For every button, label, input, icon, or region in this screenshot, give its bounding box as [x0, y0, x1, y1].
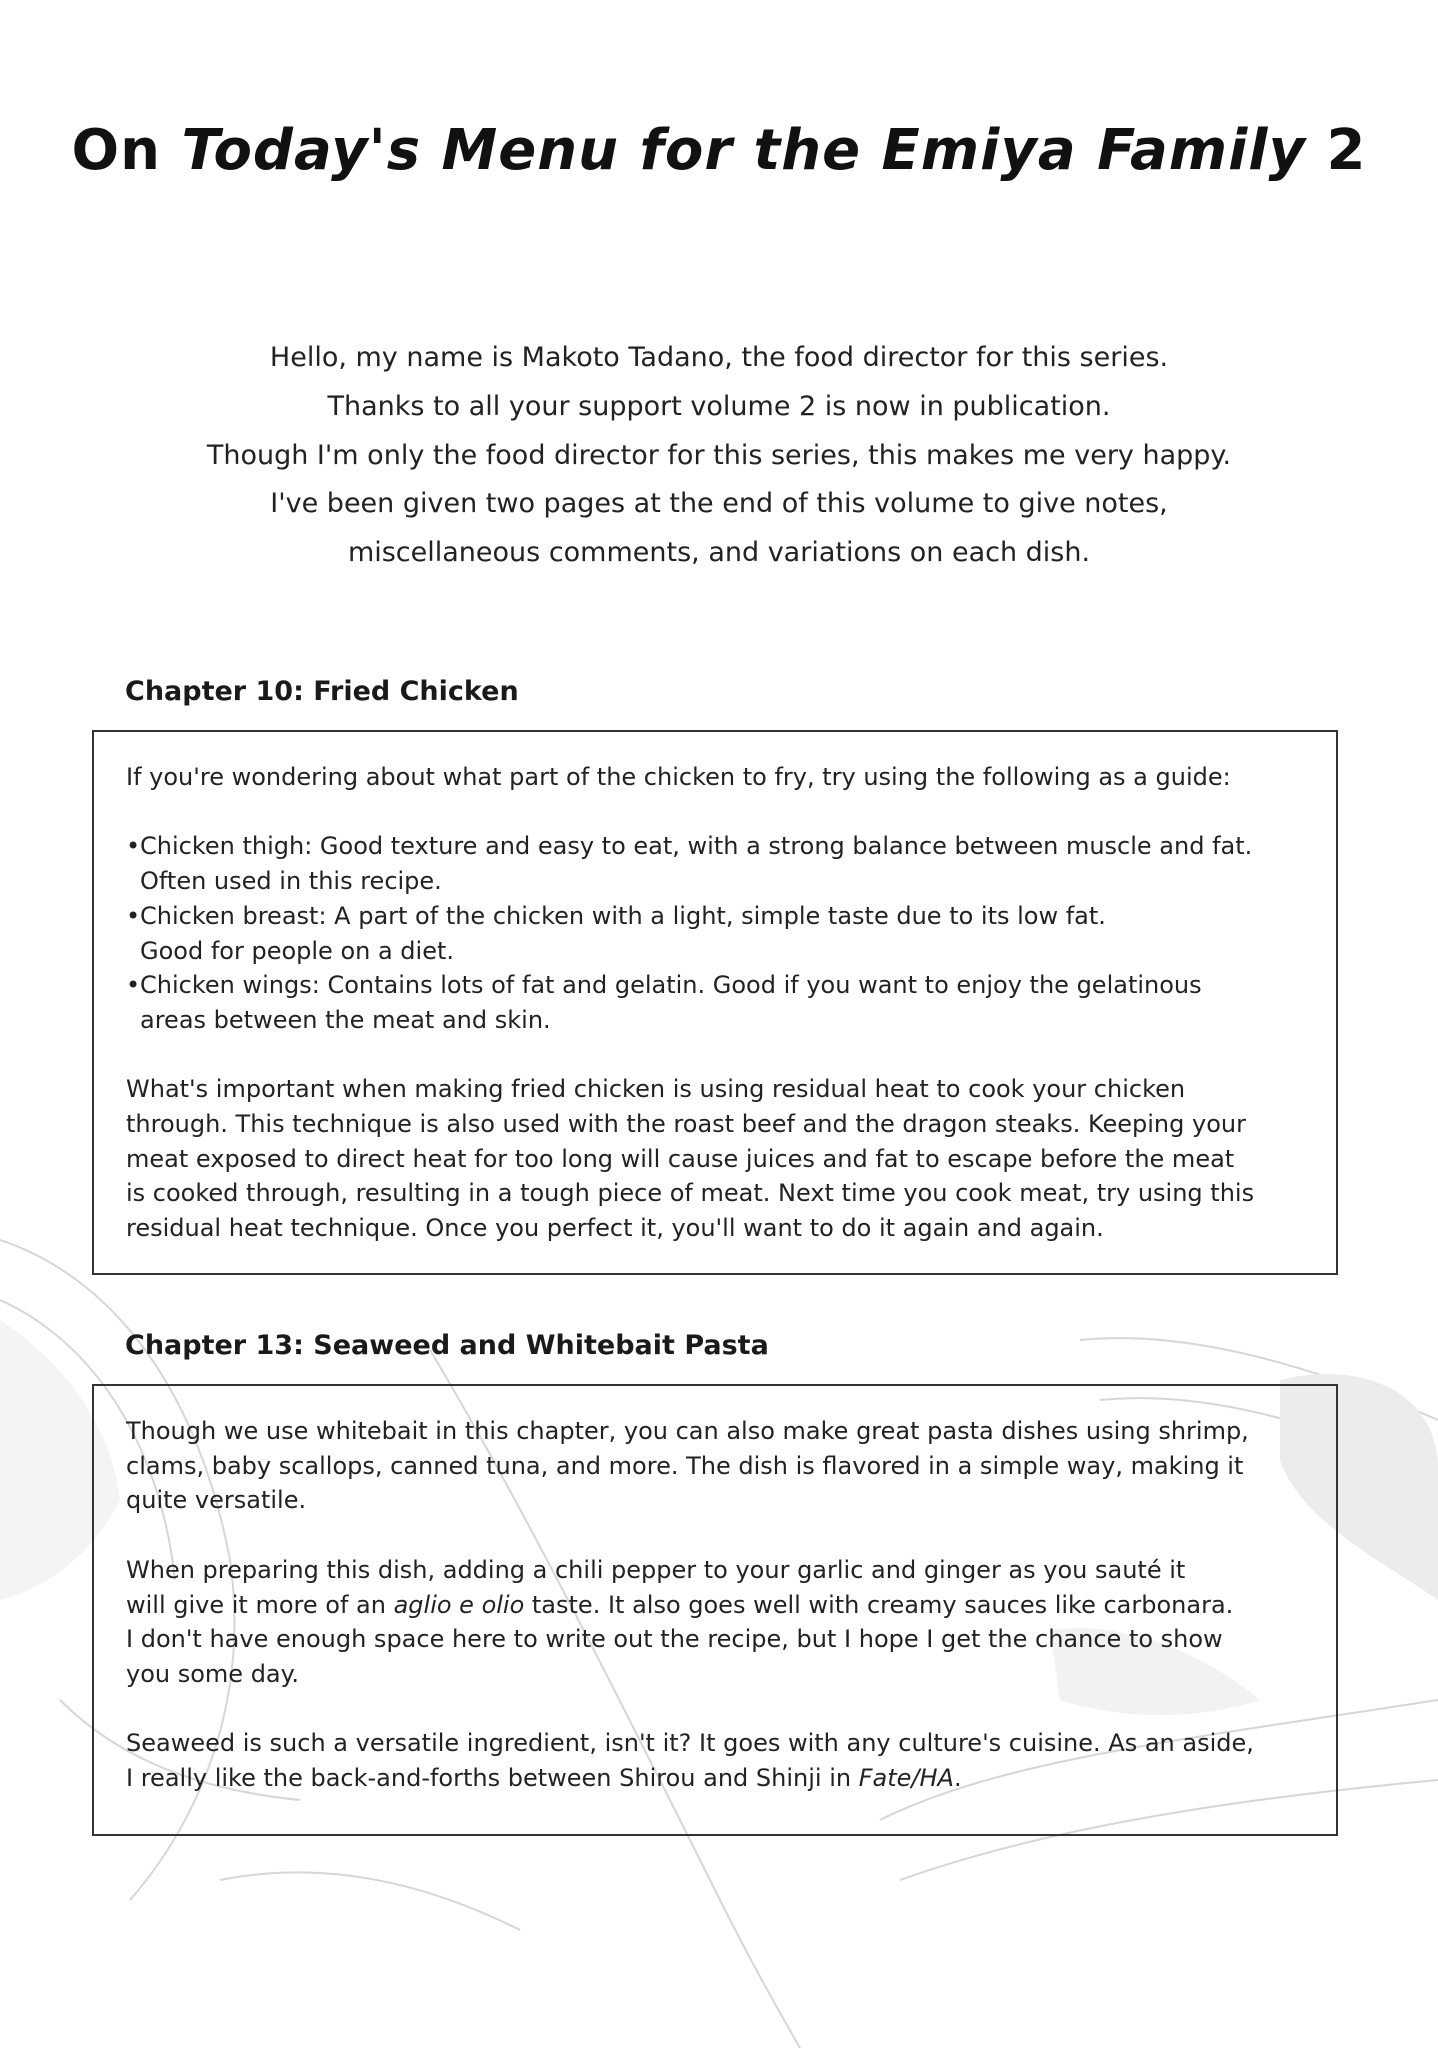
- chapter-13-para1-line: Though we use whitebait in this chapter, you can also make great pasta dishes using shrimp,: [126, 1417, 1249, 1445]
- bullet-item-thigh: • Chicken thigh: Good texture and easy to eat, with a strong balance between muscle and fat.: [126, 829, 1306, 864]
- bullet-dot: •: [126, 901, 141, 930]
- chapter-10-closing-line: through. This technique is also used with the roast beef and the dragon steaks. Keeping your: [126, 1110, 1246, 1138]
- bullet-item-breast-cont: Good for people on a diet.: [140, 936, 455, 965]
- title-prefix: On: [71, 118, 182, 183]
- chapter-13-para2-line: I don't have enough space here to write out the recipe, but I hope I get the chance to show: [126, 1625, 1223, 1654]
- intro-line: miscellaneous comments, and variations on each dish.: [347, 537, 1091, 569]
- page-title: [0, 118, 1438, 183]
- chapter-13-para3-line: Seaweed is such a versatile ingredient, isn't it? It goes with any culture's cuisine. As an aside,: [126, 1729, 1254, 1758]
- chapter-13-para1-line: clams, baby scallops, canned tuna, and more. The dish is flavored in a simple way, making it: [126, 1451, 1244, 1480]
- chapter-10-lead: If you're wondering about what part of the chicken to fry, try using the following as a guide:: [126, 763, 1231, 791]
- chapter-10-notes-box: [92, 730, 1338, 1275]
- title-volume-number: 2: [1306, 118, 1367, 183]
- italic-title: Fate/HA: [858, 1764, 954, 1792]
- intro-line: Hello, my name is Makoto Tadano, the food director for this series.: [269, 342, 1169, 373]
- bullet-item-wings: • Chicken wings: Contains lots of fat and gelatin. Good if you want to enjoy the gelatinous: [126, 968, 1306, 1003]
- chapter-13-heading: Chapter 13: Seaweed and Whitebait Pasta: [125, 1330, 769, 1361]
- intro-line: Though I'm only the food director for this series, this makes me very happy.: [206, 439, 1232, 471]
- bullet-dot: •: [126, 971, 141, 1000]
- intro-line: Thanks to all your support volume 2 is now in publication.: [327, 390, 1111, 422]
- italic-term: aglio e olio: [393, 1590, 525, 1619]
- chapter-13-para2-line: will give it more of an aglio e olio taste. It also goes well with creamy sauces like carbonara.: [126, 1590, 1234, 1619]
- bullet-item-breast: • Chicken breast: A part of the chicken with a light, simple taste due to its low fat.: [126, 899, 1306, 934]
- chapter-10-closing-line: What's important when making fried chicken is using residual heat to cook your chicken: [126, 1075, 1186, 1104]
- chapter-10-heading: Chapter 10: Fried Chicken: [125, 676, 519, 707]
- chapter-13-para2-line: When preparing this dish, adding a chili pepper to your garlic and ginger as you sauté it: [126, 1555, 1186, 1584]
- bullet-item-wings-cont: areas between the meat and skin.: [140, 1005, 551, 1034]
- bullet-item-thigh-cont: Often used in this recipe.: [140, 867, 442, 896]
- bullet-dot: •: [126, 832, 141, 861]
- chapter-10-closing-line: is cooked through, resulting in a tough piece of meat. Next time you cook meat, try using this: [126, 1179, 1255, 1208]
- chapter-10-closing-line: meat exposed to direct heat for too long will cause juices and fat to escape before the meat: [126, 1144, 1235, 1173]
- chapter-13-para1-line: quite versatile.: [126, 1486, 307, 1515]
- chapter-10-closing-line: residual heat technique. Once you perfect it, you'll want to do it again and again.: [126, 1214, 1104, 1243]
- intro-text: [0, 334, 1438, 578]
- chapter-13-para2-line: you some day.: [126, 1659, 300, 1688]
- chapter-13-notes-box: [92, 1384, 1338, 1836]
- chapter-13-para3-line: I really like the back-and-forths between Shirou and Shinji in Fate/HA.: [126, 1764, 962, 1792]
- intro-line: I've been given two pages at the end of this volume to give notes,: [270, 488, 1168, 520]
- title-series-name: Today's Menu for the Emiya Family: [181, 118, 1307, 183]
